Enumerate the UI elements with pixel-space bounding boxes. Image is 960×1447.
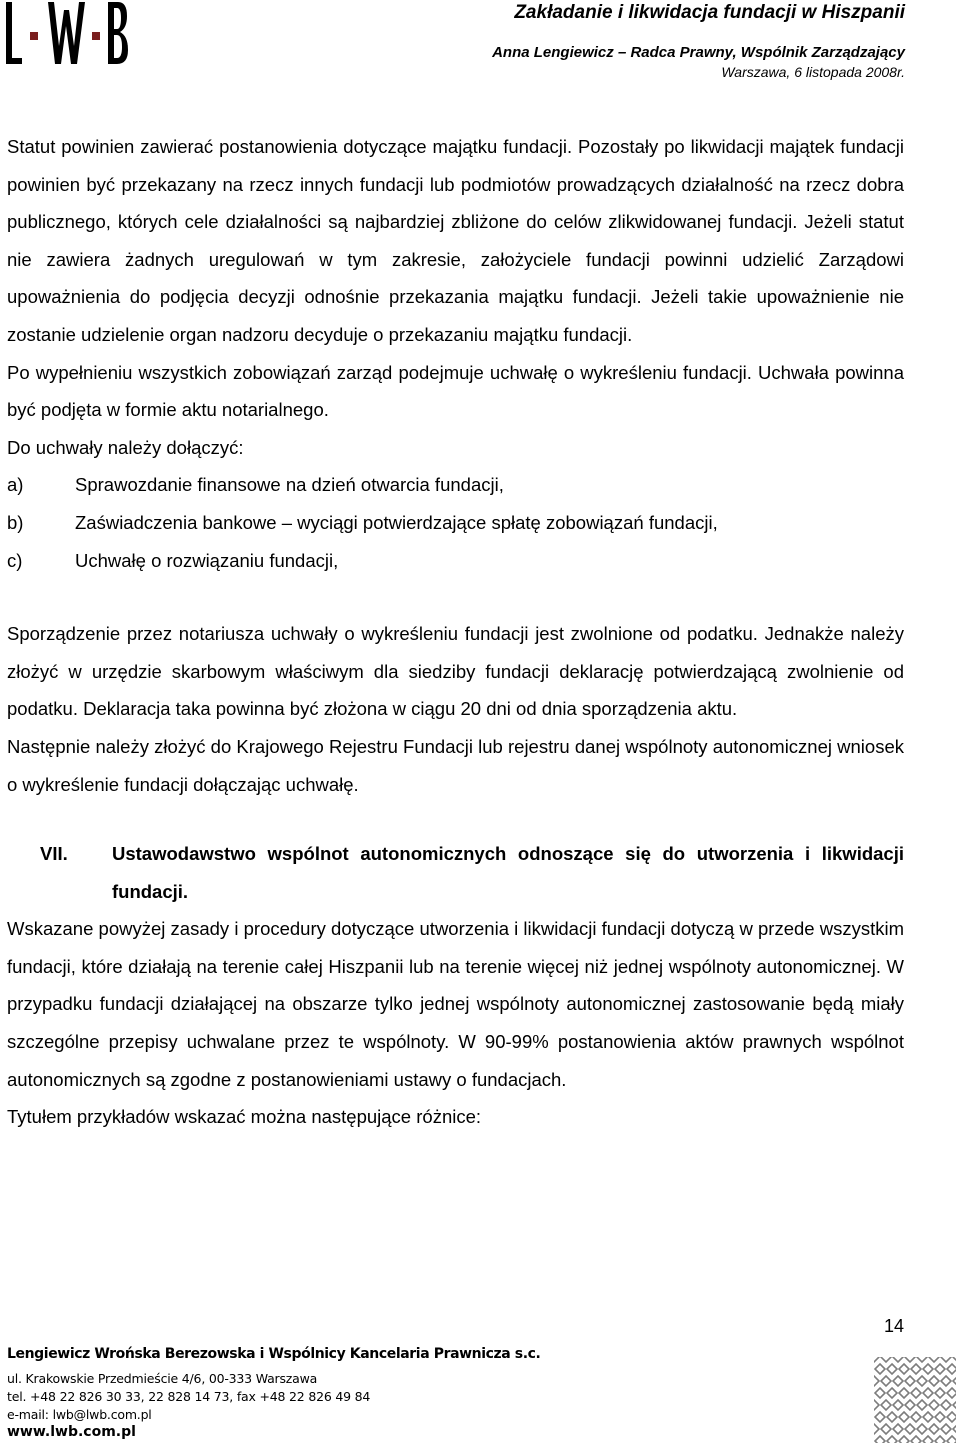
pattern-diamond xyxy=(947,1388,956,1398)
pattern-diamond xyxy=(935,1388,945,1398)
list-item-text: Zaświadczenia bankowe – wyciągi potwierdzające spłatę zobowiązań fundacji, xyxy=(75,511,718,533)
pattern-diamond xyxy=(905,1357,915,1362)
lwb-logo xyxy=(4,2,128,68)
pattern-diamond xyxy=(875,1364,885,1374)
pattern-diamond xyxy=(905,1424,915,1434)
firm-phones: tel. +48 22 826 30 33, 22 828 14 73, fax +48 22 826 49 84 xyxy=(7,1389,371,1404)
paragraph-examples: Tytułem przykładów wskazać można następujące różnice: xyxy=(7,1106,482,1128)
pattern-diamond xyxy=(893,1400,903,1410)
firm-website-link[interactable]: www.lwb.com.pl xyxy=(7,1424,136,1440)
attachments-list xyxy=(7,466,904,579)
pattern-diamond xyxy=(941,1424,951,1434)
pattern-diamond xyxy=(923,1388,933,1398)
pattern-diamond xyxy=(929,1357,939,1362)
pattern-diamond xyxy=(935,1436,945,1443)
paragraph-regional: Wskazane powyżej zasady i procedury dotyczące utworzenia i likwidacji fundacji dotyczą w przede wszystkim fundacji, które działają na terenie całej Hiszpanii lub na terenie więcej niż jednej wspólnoty autonomicznej. W przypadku fundacji działającej na obszarze tylko jednej wspólnoty autonomicznej zastosowanie będą miały szczególne przepisy uchwalane przez te wspólnoty. W 90-99% postanowienia aktów prawnych wspólnot autonomicznych są zgodne z postanowieniami ustawy o fundacjach. xyxy=(7,918,904,1090)
pattern-diamond xyxy=(893,1376,903,1386)
paragraph-tax: Sporządzenie przez notariusza uchwały o wykreśleniu fundacji jest zwolnione od podatku. Jednakże należy złożyć w urzędzie skarbowym właściwym dla siedziby fundacji deklarację potwierdzającą zwolnienie od podatku. Deklaracja taka powinna być złożona w ciągu 20 dni od dnia sporządzenia aktu. xyxy=(7,623,904,720)
footer xyxy=(7,1346,540,1440)
pattern-diamond xyxy=(881,1400,891,1410)
pattern-diamond xyxy=(893,1357,903,1362)
pattern-diamond xyxy=(881,1357,891,1362)
pattern-diamond xyxy=(941,1400,951,1410)
pattern-diamond xyxy=(874,1357,879,1362)
pattern-diamond xyxy=(905,1376,915,1386)
pattern-diamond xyxy=(911,1364,921,1374)
list-item-text: Uchwałę o rozwiązaniu fundacji, xyxy=(75,549,339,571)
pattern-diamond xyxy=(923,1436,933,1443)
document-title: Zakładanie i likwidacja fundacji w Hiszpanii xyxy=(514,2,905,23)
pattern-diamond xyxy=(911,1412,921,1422)
pattern-diamond xyxy=(929,1400,939,1410)
pattern-diamond xyxy=(899,1412,909,1422)
pattern-diamond xyxy=(929,1376,939,1386)
page-body xyxy=(7,128,904,1136)
pattern-diamond xyxy=(917,1357,927,1362)
pattern-diamond xyxy=(905,1400,915,1410)
pattern-diamond xyxy=(929,1424,939,1434)
author-line: Anna Lengiewicz – Radca Prawny, Wspólnik Zarządzający xyxy=(492,44,905,61)
firm-address: ul. Krakowskie Przedmieście 4/6, 00-333 Warszawa xyxy=(7,1371,318,1386)
list-item xyxy=(7,504,904,542)
pattern-diamond xyxy=(941,1376,951,1386)
pattern-diamond xyxy=(887,1436,897,1443)
page-number: 14 xyxy=(883,1316,904,1336)
pattern-diamond xyxy=(911,1388,921,1398)
pattern-diamond xyxy=(893,1424,903,1434)
pattern-diamond xyxy=(875,1388,885,1398)
pattern-diamond xyxy=(887,1364,897,1374)
pattern-diamond xyxy=(881,1376,891,1386)
list-marker: a) xyxy=(7,474,24,496)
pattern-diamond xyxy=(899,1388,909,1398)
pattern-diamond xyxy=(899,1364,909,1374)
spacer xyxy=(7,579,904,615)
paragraph-registry: Następnie należy złożyć do Krajowego Rejestru Fundacji lub rejestru danej wspólnoty autonomicznej wniosek o wykreślenie fundacji dołączając uchwałę. xyxy=(7,735,904,795)
pattern-diamond xyxy=(875,1412,885,1422)
pattern-diamond xyxy=(917,1376,927,1386)
paragraph-attachments-intro: Do uchwały należy dołączyć: xyxy=(7,436,244,458)
pattern-diamond xyxy=(887,1388,897,1398)
pattern-diamond xyxy=(874,1424,879,1434)
firm-email[interactable]: e-mail: lwb@lwb.com.pl xyxy=(7,1407,152,1422)
date-line: Warszawa, 6 listopada 2008r. xyxy=(721,64,905,80)
list-marker: b) xyxy=(7,511,24,533)
list-item-text: Sprawozdanie finansowe na dzień otwarcia fundacji, xyxy=(75,474,504,496)
pattern-diamond xyxy=(917,1400,927,1410)
pattern-diamond xyxy=(953,1400,956,1410)
pattern-diamond xyxy=(947,1436,956,1443)
pattern-diamond xyxy=(881,1424,891,1434)
pattern-diamond xyxy=(953,1376,956,1386)
paragraph-assets: Statut powinien zawierać postanowienia dotyczące majątku fundacji. Pozostały po likwidacji majątek fundacji powinien być przekazany na rzecz innych fundacji lub podmiotów prowadzących działalność na rzecz dobra publicznego, których cele działalności są najbardziej zbliżone do celów zlikwidowanej fundacji. Jeżeli statut nie zawiera żadnych uregulowań w tym zakresie, założyciele fundacji powinni udzielić Zarządowi upoważnienia do podjęcia decyzji odnośnie przekazania majątku fundacji. Jeżeli takie upoważnienie nie zostanie udzielenie organ nadzoru decyduje o przekazaniu majątku fundacji. xyxy=(7,136,904,345)
pattern-diamond xyxy=(953,1424,956,1434)
pattern-diamond xyxy=(947,1364,956,1374)
pattern-diamond xyxy=(875,1436,885,1443)
paragraph-resolution: Po wypełnieniu wszystkich zobowiązań zarząd podejmuje uchwałę o wykreśleniu fundacji. Uchwała powinna być podjęta w formie aktu notarialnego. xyxy=(7,361,904,421)
pattern-diamond xyxy=(874,1376,879,1386)
firm-name: Lengiewicz Wrońska Berezowska i Wspólnicy Kancelaria Prawnicza s.c. xyxy=(7,1346,541,1362)
pattern-diamond xyxy=(935,1412,945,1422)
pattern-diamond xyxy=(911,1436,921,1443)
pattern-diamond xyxy=(923,1412,933,1422)
pattern-diamond xyxy=(953,1357,956,1362)
pattern-diamond xyxy=(935,1364,945,1374)
section-title: Ustawodawstwo wspólnot autonomicznych odnoszące się do utworzenia i likwidacji fundacji. xyxy=(112,843,904,902)
pattern-diamond xyxy=(917,1424,927,1434)
section-heading xyxy=(7,835,904,910)
decorative-pattern-icon xyxy=(874,1357,956,1443)
pattern-diamond xyxy=(941,1357,951,1362)
pattern-diamond xyxy=(887,1412,897,1422)
pattern-diamond xyxy=(874,1400,879,1410)
list-marker: c) xyxy=(7,549,23,571)
list-item xyxy=(7,542,904,580)
pattern-diamond xyxy=(923,1364,933,1374)
pattern-diamond xyxy=(899,1436,909,1443)
pattern-diamond xyxy=(947,1412,956,1422)
list-item xyxy=(7,466,904,504)
section-number: VII. xyxy=(40,843,68,865)
